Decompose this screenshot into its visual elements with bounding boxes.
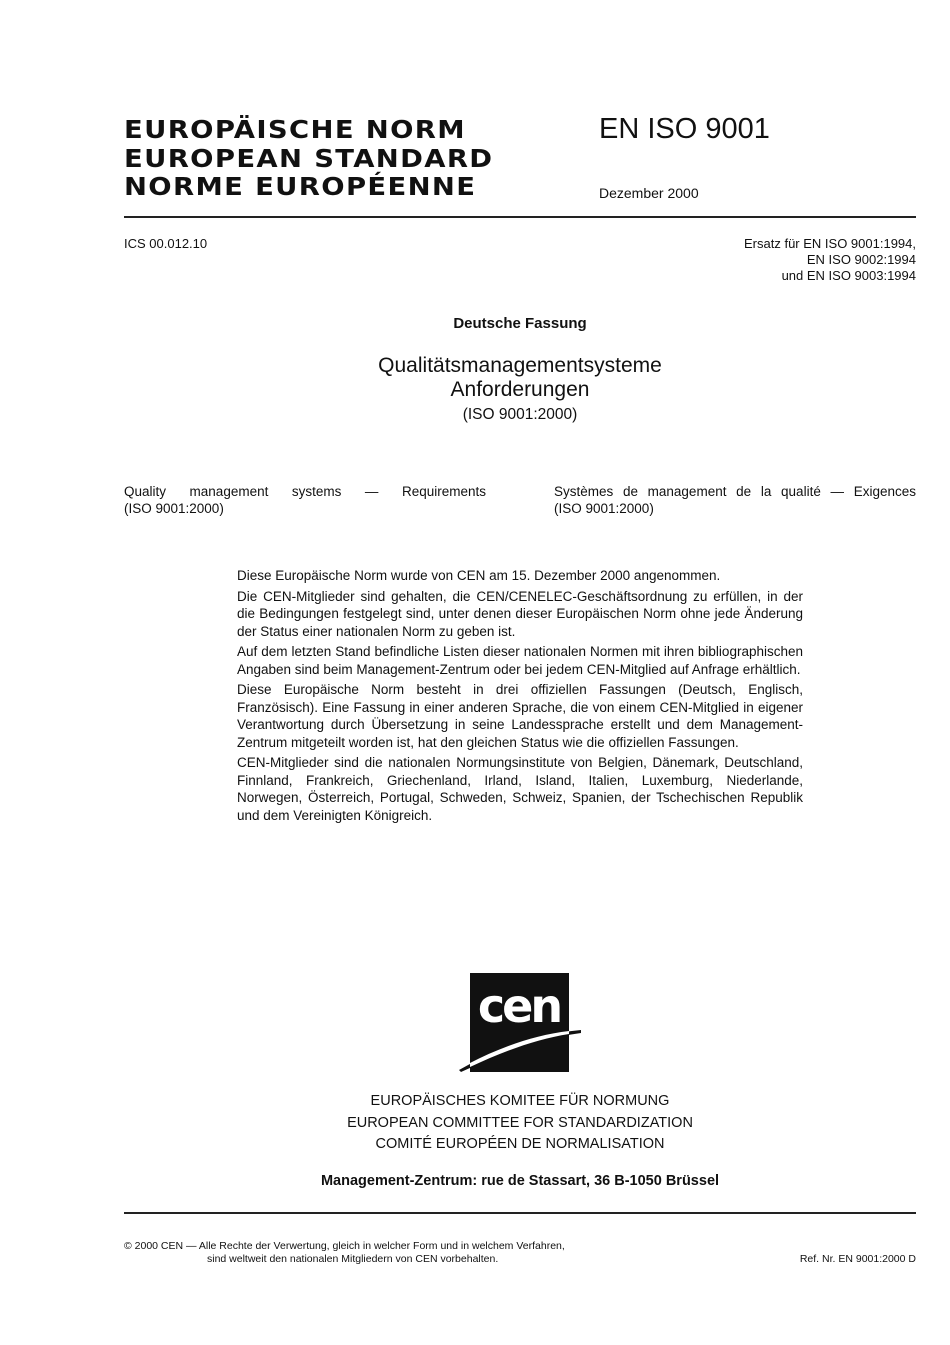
org-name-de: EUROPÄISCHES KOMITEE FÜR NORMUNG: [370, 1093, 670, 1109]
org-name-en: EUROPEAN COMMITTEE FOR STANDARDIZATION: [347, 1114, 693, 1131]
copyright-notice: [124, 1240, 565, 1266]
french-title: [554, 484, 916, 517]
supersedes-line: und EN ISO 9003:1994: [781, 268, 916, 283]
english-title: [124, 484, 486, 517]
supersedes-block: [744, 236, 916, 284]
org-name-fr: COMITÉ EUROPÉEN DE NORMALISATION: [375, 1136, 665, 1152]
reference-number: Ref. Nr. EN 9001:2000 D: [799, 1253, 916, 1265]
supersedes-line: Ersatz für EN ISO 9001:1994,: [744, 236, 916, 251]
paragraph: Diese Europäische Norm besteht in drei offiziellen Fassungen (Deutsch, Englisch, Französisch). Eine Fassung in einer anderen Sprache, die von einem CEN-Mitglied in eigener Verantwortung durch Übersetzung in seine Landessprache erstellt und dem Management-Zentrum mitgeteilt worden ist, hat den gleichen Status wie die offiziellen Fassungen.: [237, 682, 803, 750]
supersedes-line: EN ISO 9002:1994: [806, 252, 916, 267]
title-line-fr: NORME EUROPÉENNE: [124, 172, 477, 201]
paragraph: CEN-Mitglieder sind die nationalen Normungsinstitute von Belgien, Dänemark, Deutschland, Finnland, Frankreich, Griechenland, Irland, Island, Italien, Luxemburg, Niederlande, Norwegen, Österreich, Portugal, Schweden, Schweiz, Spanien, der Tschechischen Republik und dem Vereinigten Königreich.: [237, 755, 803, 823]
document-type-title: [124, 116, 493, 202]
cen-logo-icon: [459, 973, 581, 1072]
organization-names: [0, 1091, 950, 1156]
english-title-line1: Quality management systems — Requirements: [124, 484, 486, 499]
standard-number: EN ISO 9001: [599, 113, 770, 145]
copyright-line1: © 2000 CEN — Alle Rechte der Verwertung, gleich in welcher Form und in welchem Verfahren,: [124, 1240, 565, 1252]
title-line-en: EUROPEAN STANDARD: [124, 143, 494, 173]
french-title-line1: Systèmes de management de la qualité — Exigences: [554, 484, 916, 499]
paragraph: Diese Europäische Norm wurde von CEN am 15. Dezember 2000 angenommen.: [237, 568, 721, 583]
adoption-notice: [237, 567, 803, 827]
german-title: [0, 354, 950, 402]
ics-code: ICS 00.012.10: [124, 236, 208, 251]
footer-divider: [124, 1212, 916, 1214]
title-line-de: EUROPÄISCHE NORM: [124, 115, 466, 144]
german-title-line1: Qualitätsmanagementsysteme: [378, 354, 662, 377]
paragraph: Auf dem letzten Stand befindliche Listen dieser nationalen Normen mit ihren bibliographischen Angaben sind beim Management-Zentrum oder bei jedem CEN-Mitglied auf Anfrage erhältlich.: [237, 644, 803, 677]
copyright-line2: sind weltweit den nationalen Mitgliedern von CEN vorbehalten.: [207, 1253, 499, 1265]
svg-text:cen: cen: [477, 979, 561, 1033]
paragraph: Die CEN-Mitglieder sind gehalten, die CEN/CENELEC-Geschäftsordnung zu erfüllen, in der die Bedingungen festgelegt sind, unter denen dieser Europäischen Norm ohne jede Änderung der Status einer nationalen Norm zu geben ist.: [237, 588, 803, 639]
publication-date: Dezember 2000: [599, 185, 699, 201]
version-label: Deutsche Fassung: [453, 315, 587, 332]
english-title-line2: (ISO 9001:2000): [124, 500, 224, 516]
header-divider: [124, 216, 916, 218]
german-title-line2: Anforderungen: [450, 378, 590, 401]
management-address: Management-Zentrum: rue de Stassart, 36 B-1050 Brüssel: [320, 1173, 720, 1189]
french-title-line2: (ISO 9001:2000): [554, 500, 654, 516]
iso-reference: (ISO 9001:2000): [462, 406, 578, 423]
